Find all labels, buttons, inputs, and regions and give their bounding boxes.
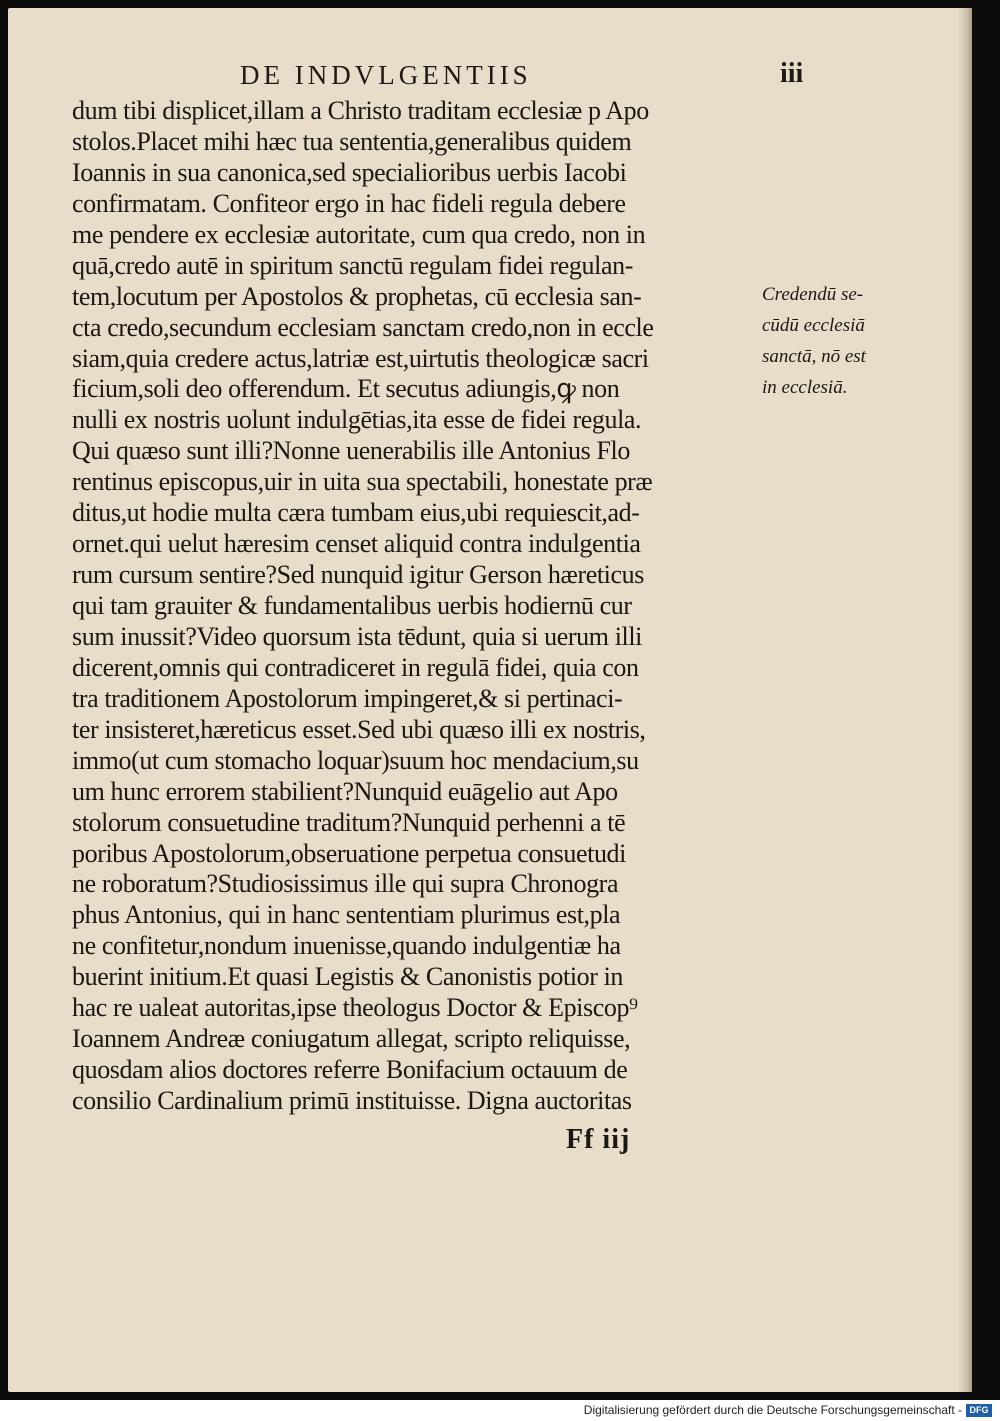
text-line: quosdam alios doctores referre Bonifacium octauum de bbox=[72, 1055, 628, 1085]
text-line: tra traditionem Apostolorum impingeret,& si pertinaci- bbox=[72, 683, 623, 713]
page-edge bbox=[958, 8, 972, 1392]
text-line: ornet.qui uelut hæresim censet aliquid contra indulgentia bbox=[72, 529, 641, 559]
main-text-block bbox=[72, 96, 762, 1117]
footer-bar bbox=[0, 1400, 1000, 1421]
text-line: ne roboratum?Studiosissimus ille qui supra Chronogra bbox=[72, 869, 619, 899]
text-line: hac re ualeat autoritas,ipse theologus Doctor & Episcop⁹ bbox=[72, 993, 638, 1023]
text-line: um hunc errorem stabilient?Nunquid euāgelio aut Apo bbox=[72, 776, 618, 806]
text-line: dum tibi displicet,illam a Christo traditam ecclesiæ p Apo bbox=[72, 96, 649, 125]
signature-mark: Ff iij bbox=[566, 1124, 631, 1155]
margin-note-line: in ecclesiā. bbox=[762, 376, 848, 398]
text-line: buerint initium.Et quasi Legistis & Canonistis potior in bbox=[72, 962, 624, 992]
text-line: ter insisteret,hæreticus esset.Sed ubi quæso illi ex nostris, bbox=[72, 714, 646, 744]
margin-note-line: cūdū ecclesiā bbox=[762, 314, 865, 336]
running-title: DE INDVLGENTIIS bbox=[240, 60, 532, 90]
margin-note-line: sanctā, nō est bbox=[762, 345, 866, 367]
folio-number: iii bbox=[780, 58, 804, 89]
text-line: tem,locutum per Apostolos & prophetas, cū ecclesia san- bbox=[72, 281, 642, 311]
text-line: nulli ex nostris uolunt indulgētias,ita esse de fidei regula. bbox=[72, 405, 642, 435]
text-line: Ioannis in sua canonica,sed specialioribus uerbis Iacobi bbox=[72, 157, 627, 187]
text-line: phus Antonius, qui in hanc sententiam plurimus est,pla bbox=[72, 900, 621, 930]
text-line: stolorum consuetudine traditum?Nunquid perhenni a tē bbox=[72, 807, 626, 837]
text-line: qui tam grauiter & fundamentalibus uerbis hodiernū cur bbox=[72, 591, 632, 620]
text-line: poribus Apostolorum,obseruatione perpetua consuetudi bbox=[72, 838, 626, 868]
text-line: Qui quæso sunt illi?Nonne uenerabilis ille Antonius Flo bbox=[72, 436, 630, 466]
text-line: immo(ut cum stomacho loquar)suum hoc mendacium,su bbox=[72, 745, 639, 775]
text-line: Ioannem Andreæ coniugatum allegat, scripto reliquisse, bbox=[72, 1024, 631, 1054]
text-line: siam,quia credere actus,latriæ est,uirtutis theologicæ sacri bbox=[72, 343, 649, 373]
margin-note bbox=[762, 280, 866, 404]
text-line: quā,credo autē in spiritum sanctū regulam fidei regulan- bbox=[72, 250, 633, 280]
funding-credit: Digitalisierung gefördert durch die Deutsche Forschungsgemeinschaft - bbox=[583, 1403, 962, 1417]
text-line: stolos.Placet mihi hæc tua sententia,generalibus quidem bbox=[72, 126, 632, 156]
text-line: consilio Cardinalium primū instituisse. Digna auctoritas bbox=[72, 1086, 632, 1115]
text-line: rentinus episcopus,uir in uita sua spectabili, honestate præ bbox=[72, 467, 653, 497]
text-line: ditus,ut hodie multa cæra tumbam eius,ubi requiescit,ad- bbox=[72, 498, 640, 528]
margin-note-line: Credendū se- bbox=[762, 284, 864, 305]
dfg-logo: DFG bbox=[966, 1404, 992, 1417]
text-line: sum inussit?Video quorsum ista tēdunt, quia si uerum illi bbox=[72, 621, 642, 651]
text-line: rum cursum sentire?Sed nunquid igitur Gerson hæreticus bbox=[72, 560, 644, 590]
text-line: ne confitetur,nondum inuenisse,quando indulgentiæ ha bbox=[72, 931, 621, 961]
text-line: confirmatam. Confiteor ergo in hac fideli regula debere bbox=[72, 188, 626, 218]
text-line: cta credo,secundum ecclesiam sanctam credo,non in eccle bbox=[72, 312, 654, 342]
text-line: ficium,soli deo offerendum. Et secutus adiungis,ꝙ non bbox=[72, 374, 620, 404]
text-line: dicerent,omnis qui contradiceret in regulā fidei, quia con bbox=[72, 652, 639, 682]
text-line: me pendere ex ecclesiæ autoritate, cum qua credo, non in bbox=[72, 219, 646, 249]
